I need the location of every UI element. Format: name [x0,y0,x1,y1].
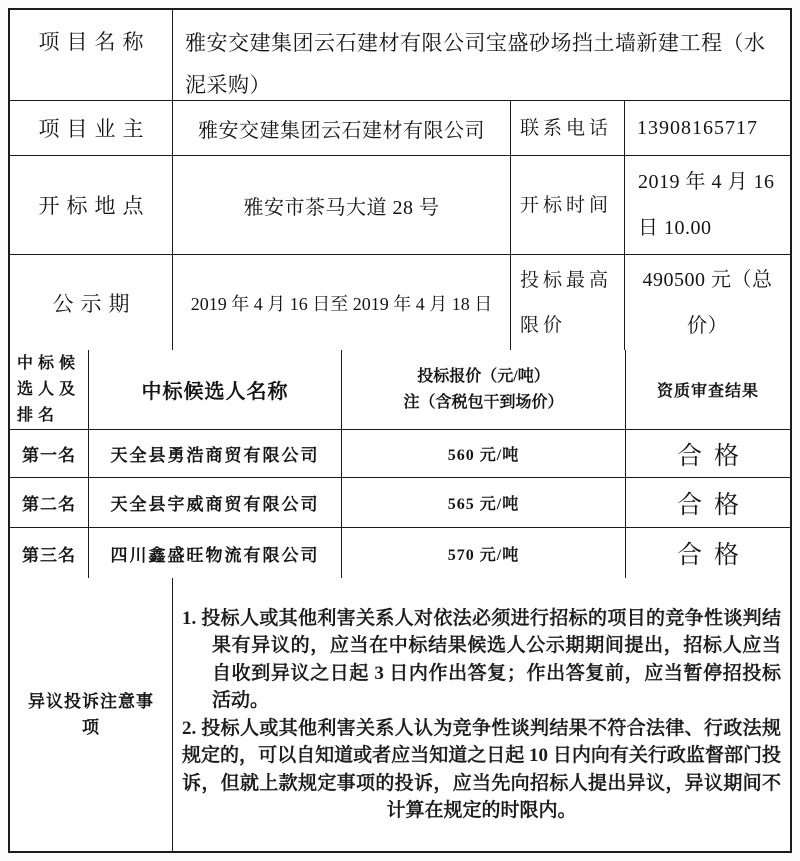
venue-label: 开标地点 [10,156,173,255]
candidate-row-3-price: 570 元/吨 [342,528,626,578]
price-header-line1: 投标报价（元/吨） [417,367,550,385]
publicity-value: 2019 年 4 月 16 日至 2019 年 4 月 18 日 [173,255,511,350]
notice-label: 异议投诉注意事项 [10,578,173,851]
candidate-row-2-result: 合格 [626,478,790,528]
venue-value: 雅安市茶马大道 28 号 [173,156,511,255]
candidate-row-1-rank: 第一名 [10,430,89,478]
candidate-row-3-name: 四川鑫盛旺物流有限公司 [89,528,342,578]
project-name-label: 项目名称 [10,10,173,101]
candidate-row-2-name: 天全县宇威商贸有限公司 [89,478,342,528]
candidates-header-result: 资质审查结果 [626,350,790,430]
candidates-header-price-lines [403,364,563,416]
candidate-row-2-rank: 第二名 [10,478,89,528]
open-time-label: 开标时间 [511,156,625,255]
candidate-row-3-rank: 第三名 [10,528,89,578]
candidate-row-2-price: 565 元/吨 [342,478,626,528]
notice-item-2: 2. 投标人或其他利害关系人认为竞争性谈判结果不符合法律、行政法规规定的，可以自知道或者应当知道之日起 10 日内向有关行政监督部门投诉，但就上款规定事项的投诉，应当先向招标人提出异议，异议期间不计算在规定的时限内。 [182,717,781,821]
candidates-header-rank: 中标候选人及排名 [10,350,89,430]
notice-section [10,578,790,851]
candidates-header-name: 中标候选人名称 [89,350,342,430]
candidates-header-price [342,350,626,430]
project-name-value: 雅安交建集团云石建材有限公司宝盛砂场挡土墙新建工程（水泥采购） [173,10,790,101]
owner-value: 雅安交建集团云石建材有限公司 [173,101,511,156]
notice-item-1: 1. 投标人或其他利害关系人对依法必须进行招标的项目的竞争性谈判结果有异议的，应当在中标结果候选人公示期期间提出，招标人应当自收到异议之日起 3 日内作出答复；作出答复前，应当暂停招投标活动。 [182,607,781,711]
owner-label: 项目业主 [10,101,173,156]
max-price-value: 490500 元（总价） [642,268,773,337]
candidate-row-3-result: 合格 [676,542,751,569]
project-info-section [10,10,790,350]
publicity-label: 公示期 [10,255,173,350]
candidates-section [10,350,790,578]
phone-value: 13908165717 [625,101,790,156]
candidate-row-1-result: 合格 [626,430,790,478]
open-time-value: 2019 年 4 月 16 日 10.00 [625,156,790,255]
bid-result-table [8,8,792,853]
phone-label: 联系电话 [511,101,625,156]
notice-body [173,578,790,851]
price-header-line2: 注（含税包干到场价） [403,393,564,411]
max-price-label: 投标最高限价 [511,255,625,350]
candidate-row-1-price: 560 元/吨 [342,430,626,478]
candidate-row-1-name: 天全县勇浩商贸有限公司 [89,430,342,478]
